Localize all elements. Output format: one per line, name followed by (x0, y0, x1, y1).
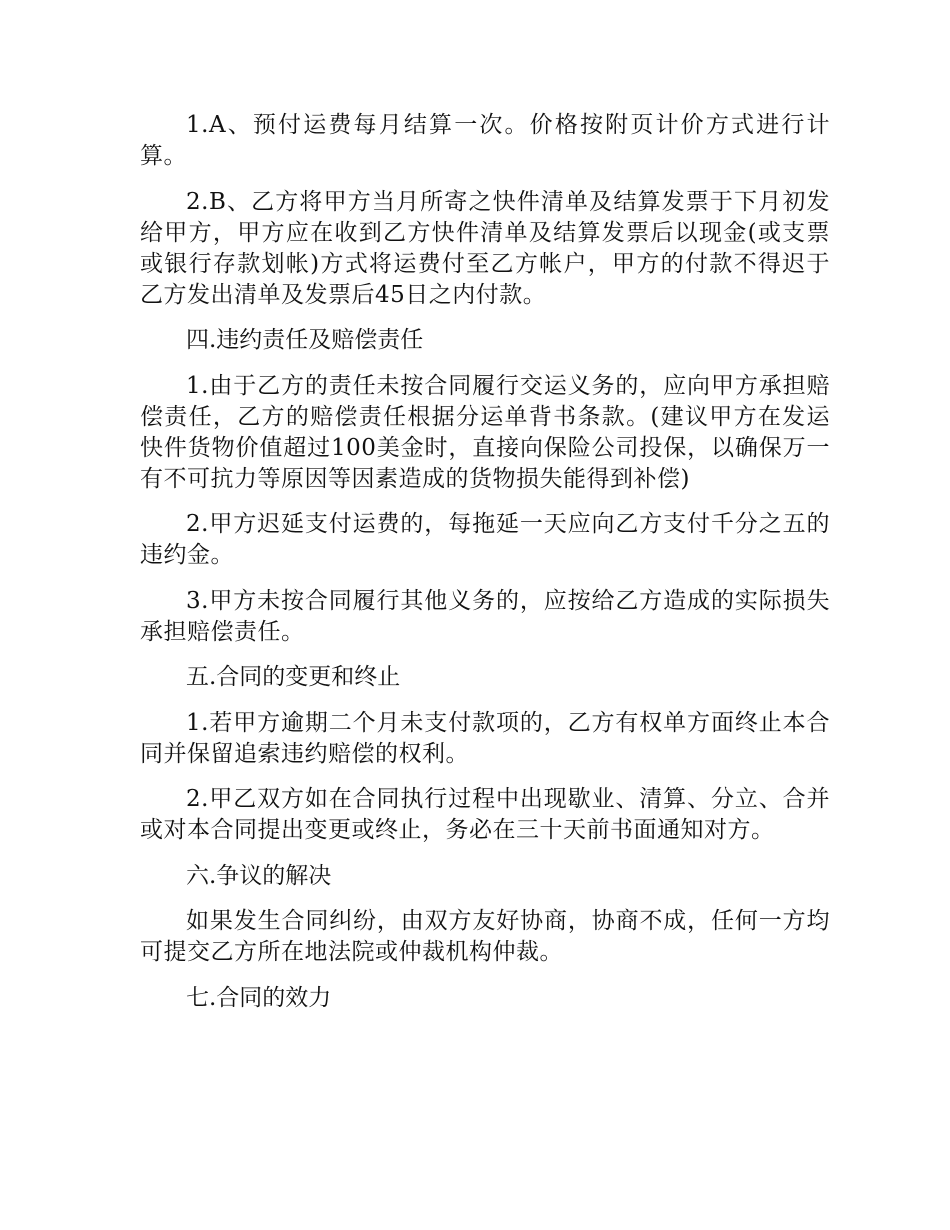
document-page (140, 110, 830, 1028)
liability-clause-1: 1.由于乙方的责任未按合同履行交运义务的，应向甲方承担赔偿责任，乙方的赔偿责任根据分运单背书条款。(建议甲方在发运快件货物价值超过100美金时，直接向保险公司投保，以确保万一有不可抗力等原因等因素造成的货物损失能得到补偿) (140, 372, 830, 492)
section-heading-liability: 四.违约责任及赔偿责任 (186, 327, 424, 353)
payment-clause-2: 2.B、乙方将甲方当月所寄之快件清单及结算发票于下月初发给甲方，甲方应在收到乙方快件清单及结算发票后以现金(或支票或银行存款划帐)方式将运费付至乙方帐户，甲方的付款不得迟于乙方发出清单及发票后45日之内付款。 (140, 188, 830, 308)
liability-clause-3: 3.甲方未按合同履行其他义务的，应按给乙方造成的实际损失承担赔偿责任。 (140, 587, 830, 645)
section-heading-disputes: 六.争议的解决 (186, 862, 332, 889)
changes-clause-1: 1.若甲方逾期二个月未支付款项的，乙方有权单方面终止本合同并保留追索违约赔偿的权利。 (140, 709, 830, 767)
liability-clause-2: 2.甲方迟延支付运费的，每拖延一天应向乙方支付千分之五的违约金。 (140, 511, 830, 568)
payment-clause-1: 1.A、预付运费每月结算一次。价格按附页计价方式进行计算。 (140, 112, 830, 169)
changes-clause-2: 2.甲乙双方如在合同执行过程中出现歇业、清算、分立、合并或对本合同提出变更或终止，务必在三十天前书面通知对方。 (140, 786, 830, 843)
section-heading-changes: 五.合同的变更和终止 (186, 664, 401, 690)
disputes-clause: 如果发生合同纠纷，由双方友好协商，协商不成，任何一方均可提交乙方所在地法院或仲裁机构仲裁。 (140, 908, 830, 965)
section-heading-validity: 七.合同的效力 (186, 984, 332, 1011)
